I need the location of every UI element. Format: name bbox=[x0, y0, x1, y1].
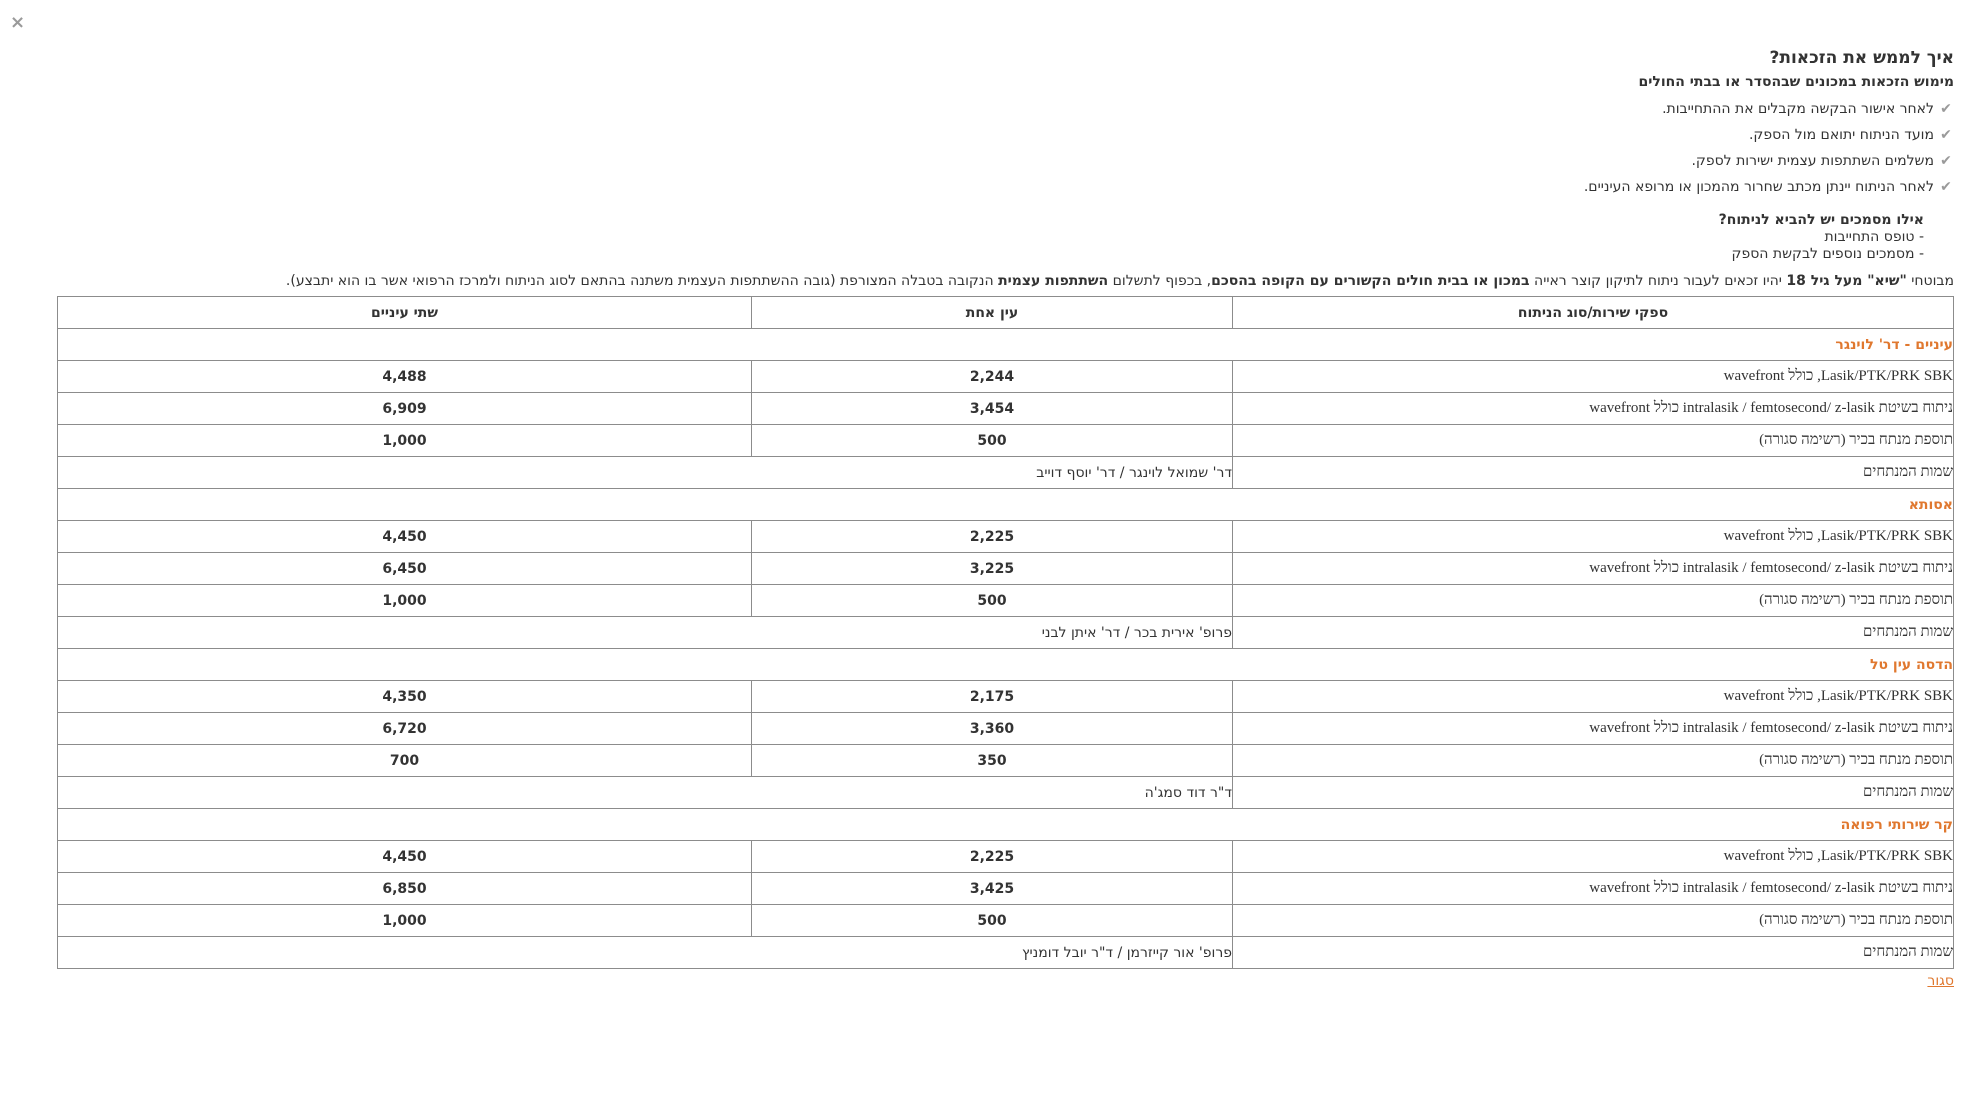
service-cell: ניתוח בשיטת intralasik / femtosecond/ z-lasik כולל wavefront bbox=[1233, 553, 1954, 585]
surgeons-label: שמות המנתחים bbox=[1233, 777, 1954, 809]
surgeons-row bbox=[58, 937, 1954, 969]
table-row bbox=[58, 393, 1954, 425]
two-eyes-price: 4,450 bbox=[58, 521, 752, 553]
provider-row bbox=[58, 809, 1954, 841]
table-row bbox=[58, 873, 1954, 905]
checkmark-icon: ✔ bbox=[1940, 153, 1952, 169]
one-eye-price: 3,360 bbox=[752, 713, 1233, 745]
two-eyes-price: 4,350 bbox=[58, 681, 752, 713]
service-cell: Lasik/PTK/PRK SBK, כולל wavefront bbox=[1233, 681, 1954, 713]
table-row bbox=[58, 905, 1954, 937]
table-row bbox=[58, 713, 1954, 745]
documents-title: אילו מסמכים יש להביא לניתוח? bbox=[1718, 212, 1924, 228]
one-eye-price: 3,225 bbox=[752, 553, 1233, 585]
service-cell: ניתוח בשיטת intralasik / femtosecond/ z-lasik כולל wavefront bbox=[1233, 873, 1954, 905]
service-cell: תוספת מנתח בכיר (רשימה סגורה) bbox=[1233, 425, 1954, 457]
service-cell: תוספת מנתח בכיר (רשימה סגורה) bbox=[1233, 745, 1954, 777]
provider-row bbox=[58, 649, 1954, 681]
surgeons-names: פרופ' אירית בכר / דר' איתן לבני bbox=[58, 617, 1233, 649]
surgeons-names: פרופ' אור קייזרמן / ד"ר יובל דומניץ bbox=[58, 937, 1233, 969]
surgeons-label: שמות המנתחים bbox=[1233, 937, 1954, 969]
service-cell: Lasik/PTK/PRK SBK, כולל wavefront bbox=[1233, 361, 1954, 393]
provider-name: עיניים - דר' לוינגר bbox=[58, 329, 1954, 361]
table-row bbox=[58, 745, 1954, 777]
provider-name: הדסה עין טל bbox=[58, 649, 1954, 681]
one-eye-price: 3,454 bbox=[752, 393, 1233, 425]
one-eye-price: 2,225 bbox=[752, 841, 1233, 873]
one-eye-price: 2,225 bbox=[752, 521, 1233, 553]
list-item: ✔ לאחר אישור הבקשה מקבלים את ההתחייבות. bbox=[36, 96, 1954, 122]
two-eyes-price: 4,488 bbox=[58, 361, 752, 393]
checkmark-icon: ✔ bbox=[1940, 101, 1952, 117]
two-eyes-price: 6,850 bbox=[58, 873, 752, 905]
two-eyes-price: 6,720 bbox=[58, 713, 752, 745]
documents-section bbox=[36, 212, 1924, 263]
provider-row bbox=[58, 489, 1954, 521]
list-item: ✔ לאחר הניתוח יינתן מכתב שחרור מהמכון או מרופא העיניים. bbox=[36, 174, 1954, 200]
table-row bbox=[58, 841, 1954, 873]
surgeons-names: ד"ר דוד סמג'ה bbox=[58, 777, 1233, 809]
modal-content bbox=[36, 36, 1954, 989]
provider-name: אסותא bbox=[58, 489, 1954, 521]
close-link[interactable]: סגור bbox=[1927, 973, 1954, 989]
surgeons-label: שמות המנתחים bbox=[1233, 457, 1954, 489]
two-eyes-price: 4,450 bbox=[58, 841, 752, 873]
surgeons-row bbox=[58, 457, 1954, 489]
provider-row bbox=[58, 329, 1954, 361]
table-row bbox=[58, 553, 1954, 585]
one-eye-price: 2,244 bbox=[752, 361, 1233, 393]
one-eye-price: 3,425 bbox=[752, 873, 1233, 905]
two-eyes-price: 6,909 bbox=[58, 393, 752, 425]
list-item: ✔ משלמים השתתפות עצמית ישירות לספק. bbox=[36, 148, 1954, 174]
column-header: שתי עיניים bbox=[58, 297, 752, 329]
checkmark-icon: ✔ bbox=[1940, 179, 1952, 195]
documents-item: - מסמכים נוספים לבקשת הספק bbox=[1731, 246, 1924, 262]
surgeons-row bbox=[58, 617, 1954, 649]
service-cell: ניתוח בשיטת intralasik / femtosecond/ z-lasik כולל wavefront bbox=[1233, 713, 1954, 745]
table-row bbox=[58, 585, 1954, 617]
surgeons-label: שמות המנתחים bbox=[1233, 617, 1954, 649]
two-eyes-price: 700 bbox=[58, 745, 752, 777]
close-icon[interactable]: × bbox=[10, 12, 26, 33]
one-eye-price: 500 bbox=[752, 905, 1233, 937]
surgeons-names: דר' שמואל לוינגר / דר' יוסף דוייב bbox=[58, 457, 1233, 489]
table-row bbox=[58, 521, 1954, 553]
surgeons-row bbox=[58, 777, 1954, 809]
service-cell: Lasik/PTK/PRK SBK, כולל wavefront bbox=[1233, 521, 1954, 553]
one-eye-price: 500 bbox=[752, 425, 1233, 457]
eligibility-note: מבוטחי "שיא" מעל גיל 18 יהיו זכאים לעבור ניתוח לתיקון קוצר ראייה במכון או בבית חולים הקשורים עם הקופה בהסכם, בכפוף לתשלום השתתפות עצמית הנקובה בטבלה המצורפת (גובה ההשתתפות העצמית משתנה בהתאם לסוג הניתוח ולמרכז הרפואי אשר בו הוא יתבצע). bbox=[285, 273, 1954, 289]
one-eye-price: 500 bbox=[752, 585, 1233, 617]
one-eye-price: 2,175 bbox=[752, 681, 1233, 713]
page-subtitle: מימוש הזכאות במכונים שבהסדר או בבתי החולים bbox=[1638, 74, 1954, 90]
prices-table bbox=[57, 296, 1954, 969]
service-cell: תוספת מנתח בכיר (רשימה סגורה) bbox=[1233, 905, 1954, 937]
checkmark-icon: ✔ bbox=[1940, 127, 1952, 143]
provider-name: קר שירותי רפואה bbox=[58, 809, 1954, 841]
service-cell: ניתוח בשיטת intralasik / femtosecond/ z-lasik כולל wavefront bbox=[1233, 393, 1954, 425]
two-eyes-price: 6,450 bbox=[58, 553, 752, 585]
documents-item: - טופס התחייבות bbox=[1824, 229, 1924, 245]
service-cell: תוספת מנתח בכיר (רשימה סגורה) bbox=[1233, 585, 1954, 617]
table-row bbox=[58, 425, 1954, 457]
column-header: עין אחת bbox=[752, 297, 1233, 329]
service-cell: Lasik/PTK/PRK SBK, כולל wavefront bbox=[1233, 841, 1954, 873]
table-row bbox=[58, 681, 1954, 713]
list-item: ✔ מועד הניתוח יתואם מול הספק. bbox=[36, 122, 1954, 148]
one-eye-price: 350 bbox=[752, 745, 1233, 777]
steps-list bbox=[36, 96, 1954, 200]
table-header-row bbox=[58, 297, 1954, 329]
table-row bbox=[58, 361, 1954, 393]
two-eyes-price: 1,000 bbox=[58, 905, 752, 937]
two-eyes-price: 1,000 bbox=[58, 425, 752, 457]
page-title: איך לממש את הזכאות? bbox=[1769, 48, 1954, 68]
two-eyes-price: 1,000 bbox=[58, 585, 752, 617]
column-header: ספקי שירות/סוג הניתוח bbox=[1233, 297, 1954, 329]
